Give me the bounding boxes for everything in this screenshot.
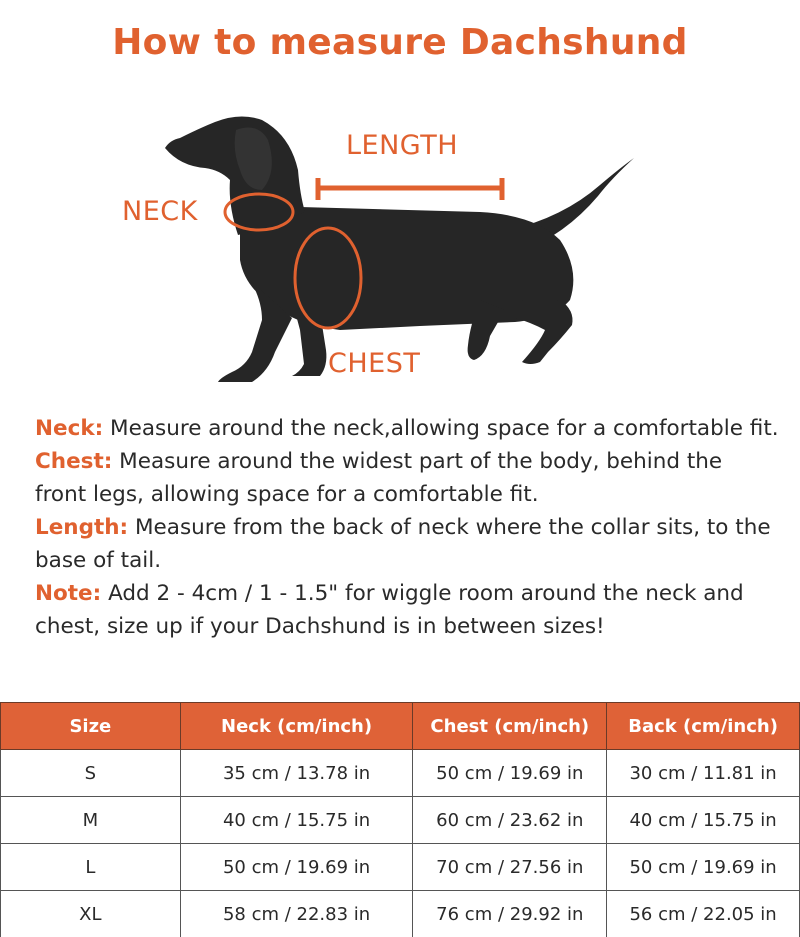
cell-size: XL <box>1 891 181 937</box>
cell-back: 40 cm / 15.75 in <box>607 797 800 844</box>
table-header-row <box>1 703 800 750</box>
measurement-instructions <box>35 412 780 643</box>
cell-size: M <box>1 797 181 844</box>
table-row <box>1 797 800 844</box>
chest-instruction-text: Measure around the widest part of the body, behind the front legs, allowing space for a comfortable fit. <box>35 449 722 507</box>
cell-chest: 60 cm / 23.62 in <box>413 797 607 844</box>
note-instruction-text: Add 2 - 4cm / 1 - 1.5" for wiggle room around the neck and chest, size up if your Dachshund is in between sizes! <box>35 581 744 639</box>
cell-size: L <box>1 844 181 891</box>
cell-size: S <box>1 750 181 797</box>
cell-neck: 35 cm / 13.78 in <box>180 750 413 797</box>
cell-neck: 40 cm / 15.75 in <box>180 797 413 844</box>
length-instruction <box>35 511 780 577</box>
neck-instruction <box>35 412 780 445</box>
note-instruction <box>35 577 780 643</box>
table-row <box>1 844 800 891</box>
table-row <box>1 750 800 797</box>
measurement-figure <box>100 100 660 400</box>
cell-chest: 76 cm / 29.92 in <box>413 891 607 937</box>
header-neck: Neck (cm/inch) <box>180 703 413 750</box>
length-label: LENGTH <box>346 130 458 161</box>
table-row <box>1 891 800 937</box>
length-instruction-key: Length: <box>35 515 128 540</box>
header-back: Back (cm/inch) <box>607 703 800 750</box>
cell-neck: 50 cm / 19.69 in <box>180 844 413 891</box>
chest-instruction <box>35 445 780 511</box>
neck-label: NECK <box>122 196 198 227</box>
length-instruction-text: Measure from the back of neck where the collar sits, to the base of tail. <box>35 515 771 573</box>
cell-neck: 58 cm / 22.83 in <box>180 891 413 937</box>
cell-back: 50 cm / 19.69 in <box>607 844 800 891</box>
note-instruction-key: Note: <box>35 581 101 606</box>
page-title: How to measure Dachshund <box>0 22 800 63</box>
cell-chest: 50 cm / 19.69 in <box>413 750 607 797</box>
cell-back: 56 cm / 22.05 in <box>607 891 800 937</box>
size-chart-table <box>0 702 800 937</box>
neck-instruction-key: Neck: <box>35 416 103 441</box>
chest-instruction-key: Chest: <box>35 449 112 474</box>
cell-back: 30 cm / 11.81 in <box>607 750 800 797</box>
header-chest: Chest (cm/inch) <box>413 703 607 750</box>
neck-instruction-text: Measure around the neck,allowing space for a comfortable fit. <box>103 416 778 441</box>
chest-label: CHEST <box>328 348 420 379</box>
header-size: Size <box>1 703 181 750</box>
cell-chest: 70 cm / 27.56 in <box>413 844 607 891</box>
